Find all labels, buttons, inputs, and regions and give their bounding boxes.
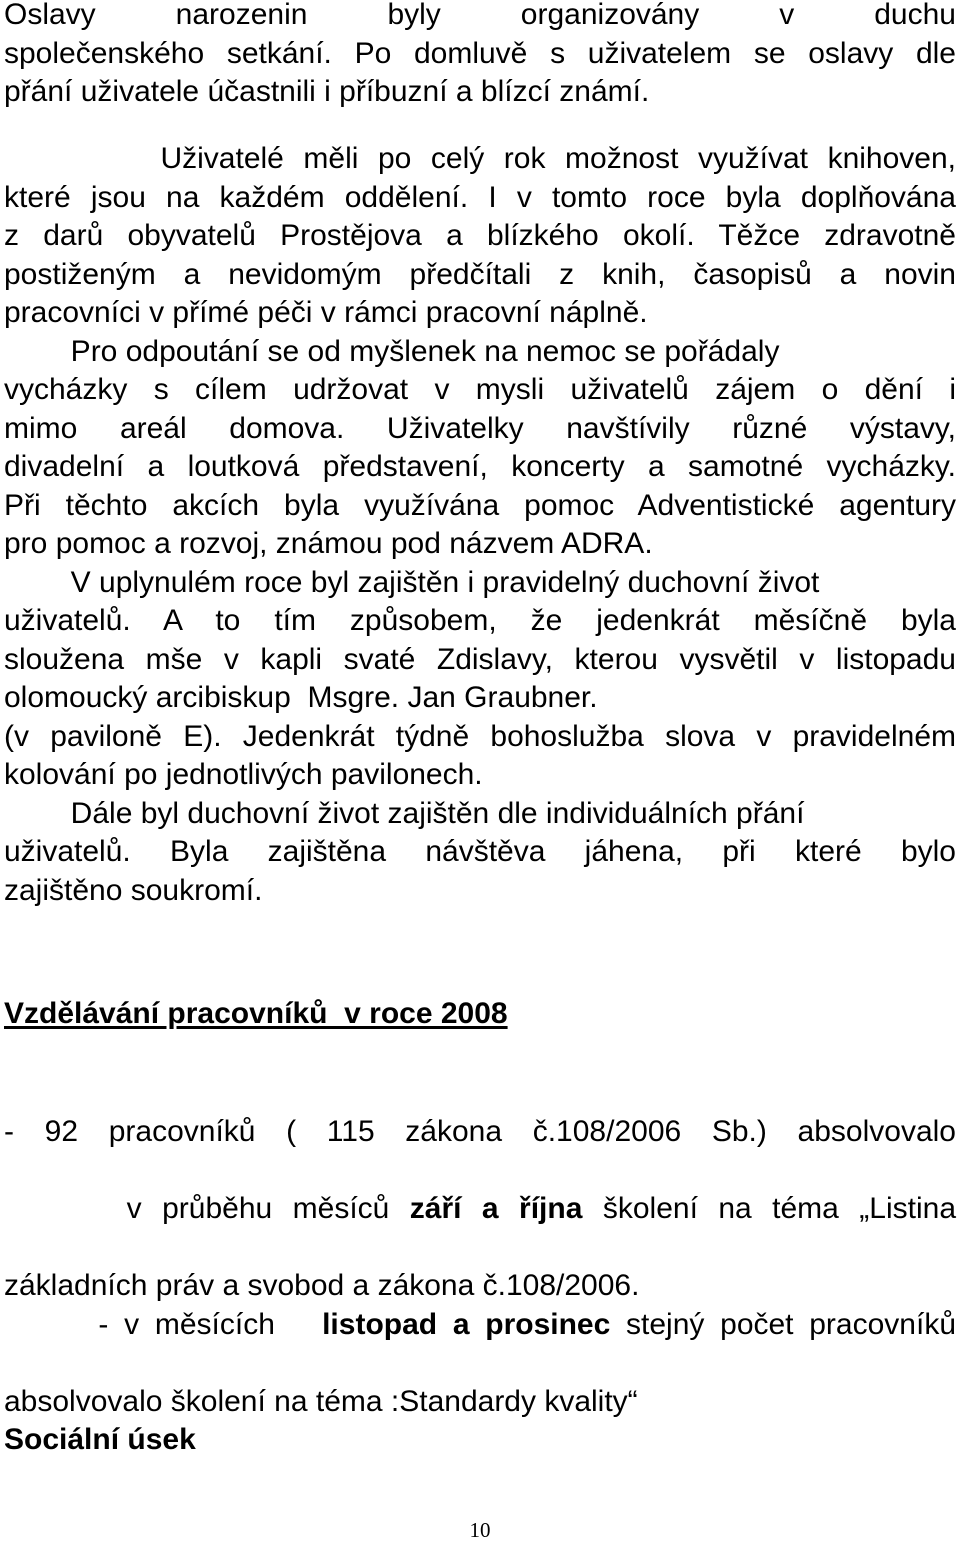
list-item-line: absolvovalo školení na téma :Standardy kvality“ [4, 1384, 638, 1418]
text-line: sloužena mše v kapli svaté Zdislavy, kterou vysvětil v listopadu [4, 642, 956, 676]
text-line: mimo areál domova. Uživatelky navštívily různé výstavy, [4, 411, 956, 445]
text-line: zajištěno soukromí. [4, 873, 263, 907]
text-line: divadelní a loutková představení, koncerty a samotné vycházky. [4, 450, 956, 483]
list-item-line [4, 1267, 956, 1383]
text-line: V uplynulém roce byl zajištěn i pravidelný duchovní život [4, 565, 820, 599]
page-number: 10 [469, 1518, 491, 1542]
text-span: školení na téma „Listina [582, 1192, 957, 1225]
text-line: pro pomoc a rozvoj, známou pod názvem ADRA. [4, 527, 653, 560]
text-line: vycházky s cílem udržovat v mysli uživatelů zájem o dění i [4, 373, 956, 406]
text-line: Oslavy narozenin byly organizovány v duchu [4, 0, 956, 31]
text-line: z darů obyvatelů Prostějova a blízkého okolí. Těžce zdravotně [4, 219, 956, 252]
bold-months: listopad a prosinec [322, 1307, 611, 1341]
text-line: (v paviloně E). Jedenkrát týdně bohoslužba slova v pravidelném [4, 719, 956, 753]
text-line: pracovníci v přímé péči v rámci pracovní náplně. [4, 296, 648, 329]
text-line: Pro odpoutání se od myšlenek na nemoc se pořádaly [4, 334, 780, 368]
text-line: společenského setkání. Po domluvě s uživatelem se oslavy dle [4, 36, 956, 70]
section-heading: Vzdělávání pracovníků v roce 2008 [4, 997, 508, 1030]
section-label: Sociální úsek [4, 1423, 196, 1456]
text-line: postiženým a nevidomým předčítali z knih, časopisů a novin [4, 257, 956, 291]
bold-months: září a října [409, 1192, 583, 1225]
text-line: uživatelů. A to tím způsobem, že jedenkrát měsíčně byla [4, 604, 956, 637]
training-list-second [4, 1267, 956, 1460]
text-line: Uživatelé měli po celý rok možnost využívat knihoven, [4, 142, 956, 175]
text-line: přání uživatele účastnili i příbuzní a blízcí známí. [4, 75, 650, 108]
list-item-line [4, 1152, 956, 1268]
text-line: které jsou na každém oddělení. I v tomto roce byla doplňována [4, 180, 956, 214]
paragraph-celebrations [4, 0, 956, 112]
text-line: olomoucký arcibiskup Msgre. Jan Graubner. [4, 681, 598, 714]
text-span: stejný počet pracovníků [610, 1307, 956, 1341]
list-item-line: základních práv a svobod a zákona č.108/2006. [4, 1269, 640, 1302]
text-span: v průběhu měsíců [126, 1192, 410, 1225]
paragraph-activities [4, 140, 956, 910]
list-item-line: - 92 pracovníků ( 115 zákona č.108/2006 Sb.) absolvovalo [4, 1115, 956, 1148]
text-line: Dále byl duchovní život zajištěn dle individuálních přání [4, 796, 805, 830]
text-line: uživatelů. Byla zajištěna návštěva jáhena, při které bylo [4, 835, 956, 868]
text-span: - v měsících [98, 1307, 323, 1341]
text-line: kolování po jednotlivých pavilonech. [4, 758, 483, 791]
text-line: Při těchto akcích byla využívána pomoc Adventistické agentury [4, 488, 956, 522]
